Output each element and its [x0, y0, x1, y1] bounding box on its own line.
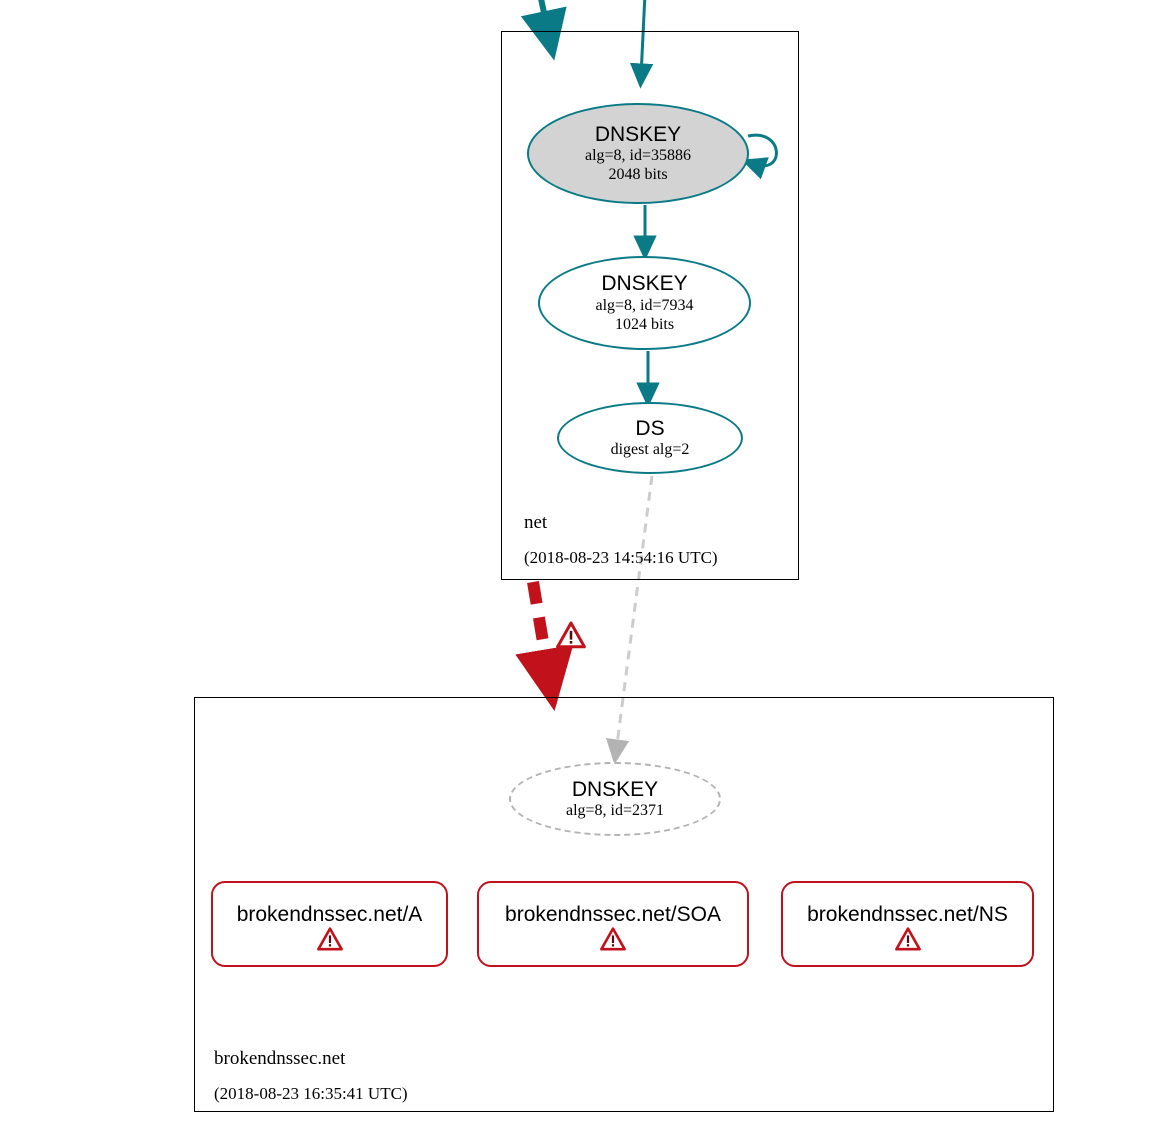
node-key-size: 1024 bits — [614, 315, 675, 333]
warning-icon — [895, 927, 921, 951]
zone-label-brokendnssec: brokendnssec.net — [214, 1048, 346, 1069]
node-title: DNSKEY — [571, 777, 659, 801]
node-ds[interactable] — [557, 402, 743, 474]
node-title: DNSKEY — [601, 272, 688, 296]
node-algorithm-id: alg=8, id=7934 — [595, 296, 694, 314]
warning-icon-delegation — [556, 621, 586, 649]
node-dnskey-zsk-7934[interactable] — [538, 256, 751, 350]
node-digest-algorithm: digest alg=2 — [610, 441, 690, 459]
warning-icon — [317, 927, 343, 951]
node-title: DNSKEY — [594, 122, 682, 146]
rrset-label: brokendnssec.net/NS — [807, 903, 1008, 926]
node-key-size: 2048 bits — [608, 166, 668, 184]
zone-label-net: net — [524, 512, 548, 533]
warning-icon — [600, 927, 626, 951]
zone-timestamp-brokendnssec: (2018-08-23 16:35:41 UTC) — [214, 1084, 408, 1103]
rrset-label: brokendnssec.net/A — [236, 903, 423, 926]
node-algorithm-id: alg=8, id=2371 — [565, 802, 665, 820]
node-dnskey-ksk-35886[interactable] — [527, 103, 749, 204]
rrset-brokendnssec-net-a[interactable] — [211, 881, 448, 967]
node-title: DS — [635, 416, 665, 440]
zone-timestamp-net: (2018-08-23 14:54:16 UTC) — [524, 548, 718, 567]
edge-delegation-bogus — [533, 582, 549, 678]
node-algorithm-id: alg=8, id=35886 — [584, 147, 692, 165]
rrset-label: brokendnssec.net/SOA — [505, 903, 721, 926]
rrset-brokendnssec-net-ns[interactable] — [781, 881, 1034, 967]
node-dnskey-child-2371[interactable] — [509, 762, 721, 836]
rrset-brokendnssec-net-soa[interactable] — [477, 881, 749, 967]
